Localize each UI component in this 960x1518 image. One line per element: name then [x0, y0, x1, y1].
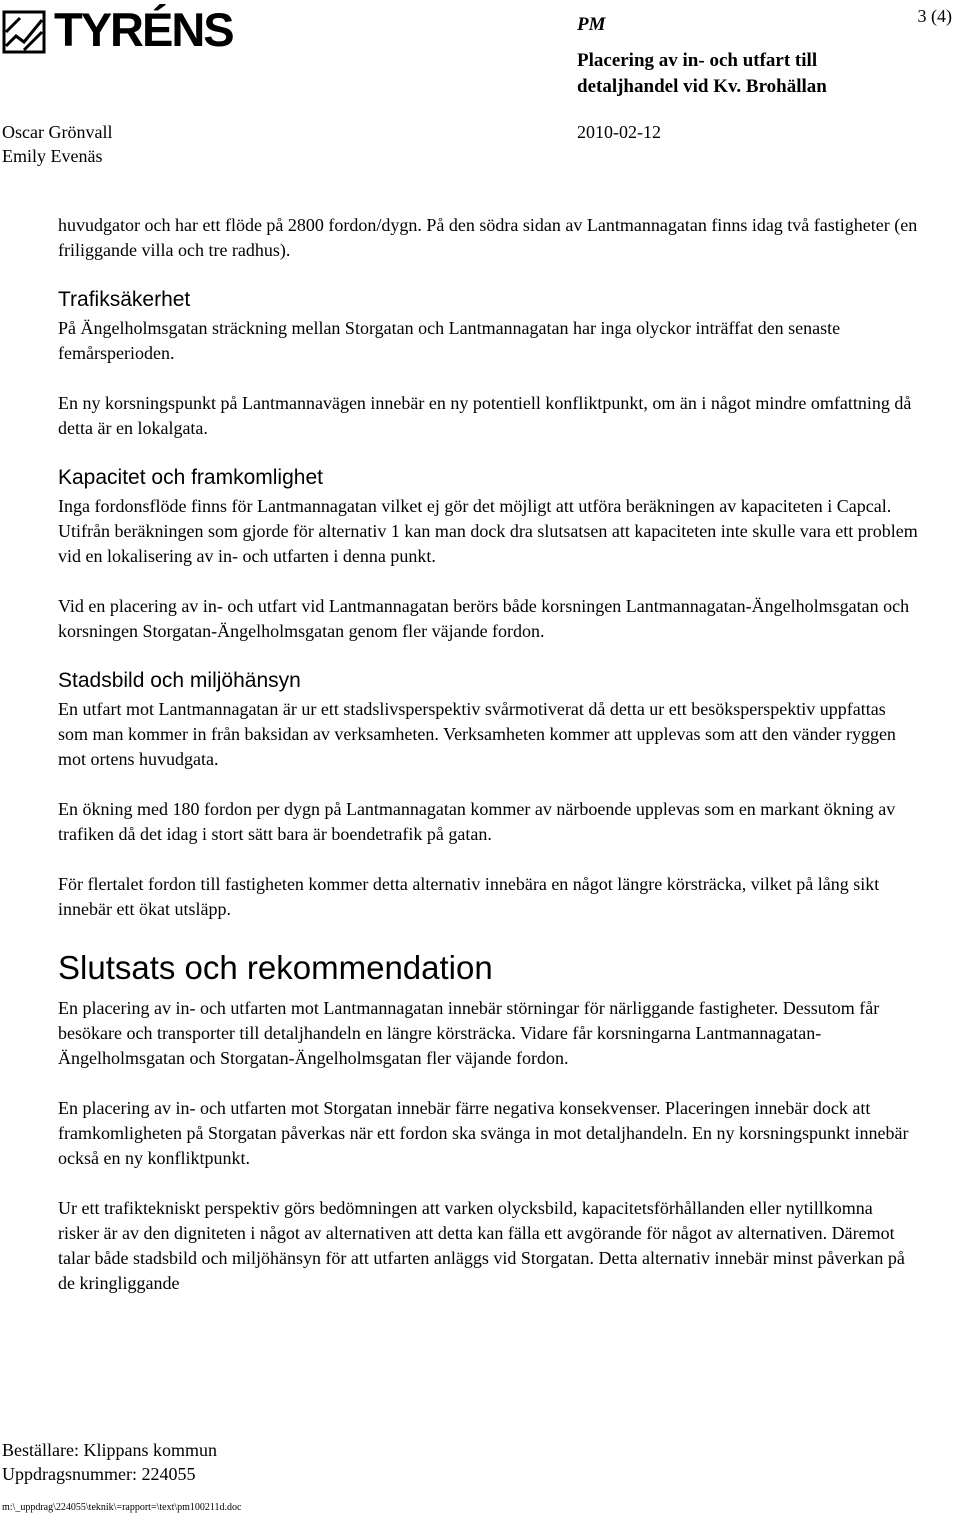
body-paragraph: På Ängelholmsgatan sträckning mellan Storgatan och Lantmannagatan har inga olyckor inträffat den senaste femårsperioden. — [58, 318, 841, 363]
body-paragraph: Inga fordonsflöde finns för Lantmannagatan vilket ej gör det möjligt att utföra beräkningen av kapaciteten i Capcal. Utifrån beräkningen som gjorde för alternativ 1 kan man dock dra slutsatsen att kapaciteten inte skulle vara ett problem vid en lokalisering av in- och utfarten i denna punkt. — [58, 496, 918, 566]
logo-wordmark: TYRÉNS — [54, 3, 233, 56]
document-title-line-2: detaljhandel vid Kv. Brohällan — [577, 76, 827, 97]
footer-file-path: m:\_uppdrag\224055\teknik\=rapport=\text\pm100211d.doc — [2, 1502, 242, 1513]
section-heading-townscape: Stadsbild och miljöhänsyn — [58, 669, 301, 692]
tyrens-logo-icon — [2, 10, 46, 54]
body-paragraph: En placering av in- och utfarten mot Lantmannagatan innebär störningar för närliggande fastigheter. Dessutom får besökare och transporter till detaljhandeln en längre körsträcka. Vidare får korsningarna Lantmannagatan-Ängelholmsgatan och Storgatan-Ängelholmsgatan fler väjande fordon. — [58, 998, 880, 1068]
footer-assignment-number: Uppdragsnummer: 224055 — [2, 1464, 196, 1484]
document-title — [577, 48, 827, 100]
body-paragraph: En ökning med 180 fordon per dygn på Lantmannagatan kommer av närboende upplevas som en markant ökning av trafiken då det idag i stort sätt bara är boendetrafik på gatan. — [58, 799, 896, 844]
document-date: 2010-02-12 — [577, 122, 661, 142]
footer-client: Beställare: Klippans kommun — [2, 1440, 217, 1460]
body-paragraph: Vid en placering av in- och utfart vid Lantmannagatan berörs både korsningen Lantmannagatan-Ängelholmsgatan och korsningen Storgatan-Ängelholmsgatan genom fler väjande fordon. — [58, 596, 910, 641]
page-number: 3 (4) — [917, 6, 952, 26]
company-logo — [2, 3, 242, 56]
body-paragraph: En placering av in- och utfarten mot Storgatan innebär färre negativa konsekvenser. Placeringen innebär dock att framkomligheten på Storgatan påverkas när ett fordon ska svänga in mot detaljhandeln. En ny korsningspunkt innebär också en ny konfliktpunkt. — [58, 1098, 909, 1168]
body-paragraph: huvudgator och har ett flöde på 2800 fordon/dygn. På den södra sidan av Lantmannagatan finns idag två fastigheter (en friliggande villa och tre radhus). — [58, 215, 918, 260]
body-paragraph: Ur ett trafiktekniskt perspektiv görs bedömningen att varken olycksbild, kapacitetsförhållanden eller nytillkomna risker är av den digniteten i något av alternativen att detta kan fälla ett avgörande för något av alternativen. Däremot talar både stadsbild och miljöhänsyn för att utfarten anläggs vid Storgatan. Detta alternativ innebär minst påverkan på de kringliggande — [58, 1198, 905, 1293]
body-paragraph: För flertalet fordon till fastigheten kommer detta alternativ innebära en något längre körsträcka, vilket på lång sikt innebär ett ökat utsläpp. — [58, 874, 880, 919]
document-type: PM — [577, 14, 606, 35]
author-name: Oscar Grönvall — [2, 122, 113, 142]
document-title-line-1: Placering av in- och utfart till — [577, 50, 818, 71]
author-name: Emily Evenäs — [2, 146, 103, 166]
body-paragraph: En ny korsningspunkt på Lantmannavägen innebär en ny potentiell konfliktpunkt, om än i något mindre omfattning då detta är en lokalgata. — [58, 393, 912, 438]
document-body — [58, 213, 918, 1296]
section-heading-traffic-safety: Trafiksäkerhet — [58, 288, 191, 311]
section-heading-conclusion: Slutsats och rekommendation — [58, 949, 493, 986]
body-paragraph: En utfart mot Lantmannagatan är ur ett stadslivsperspektiv svårmotiverat då detta ur ett besöksperspektiv uppfattas som man kommer in från baksidan av verksamheten. Verksamheten kommer att upplevas som att den vänder ryggen mot ortens huvudgata. — [58, 699, 896, 769]
section-heading-capacity: Kapacitet och framkomlighet — [58, 466, 323, 489]
